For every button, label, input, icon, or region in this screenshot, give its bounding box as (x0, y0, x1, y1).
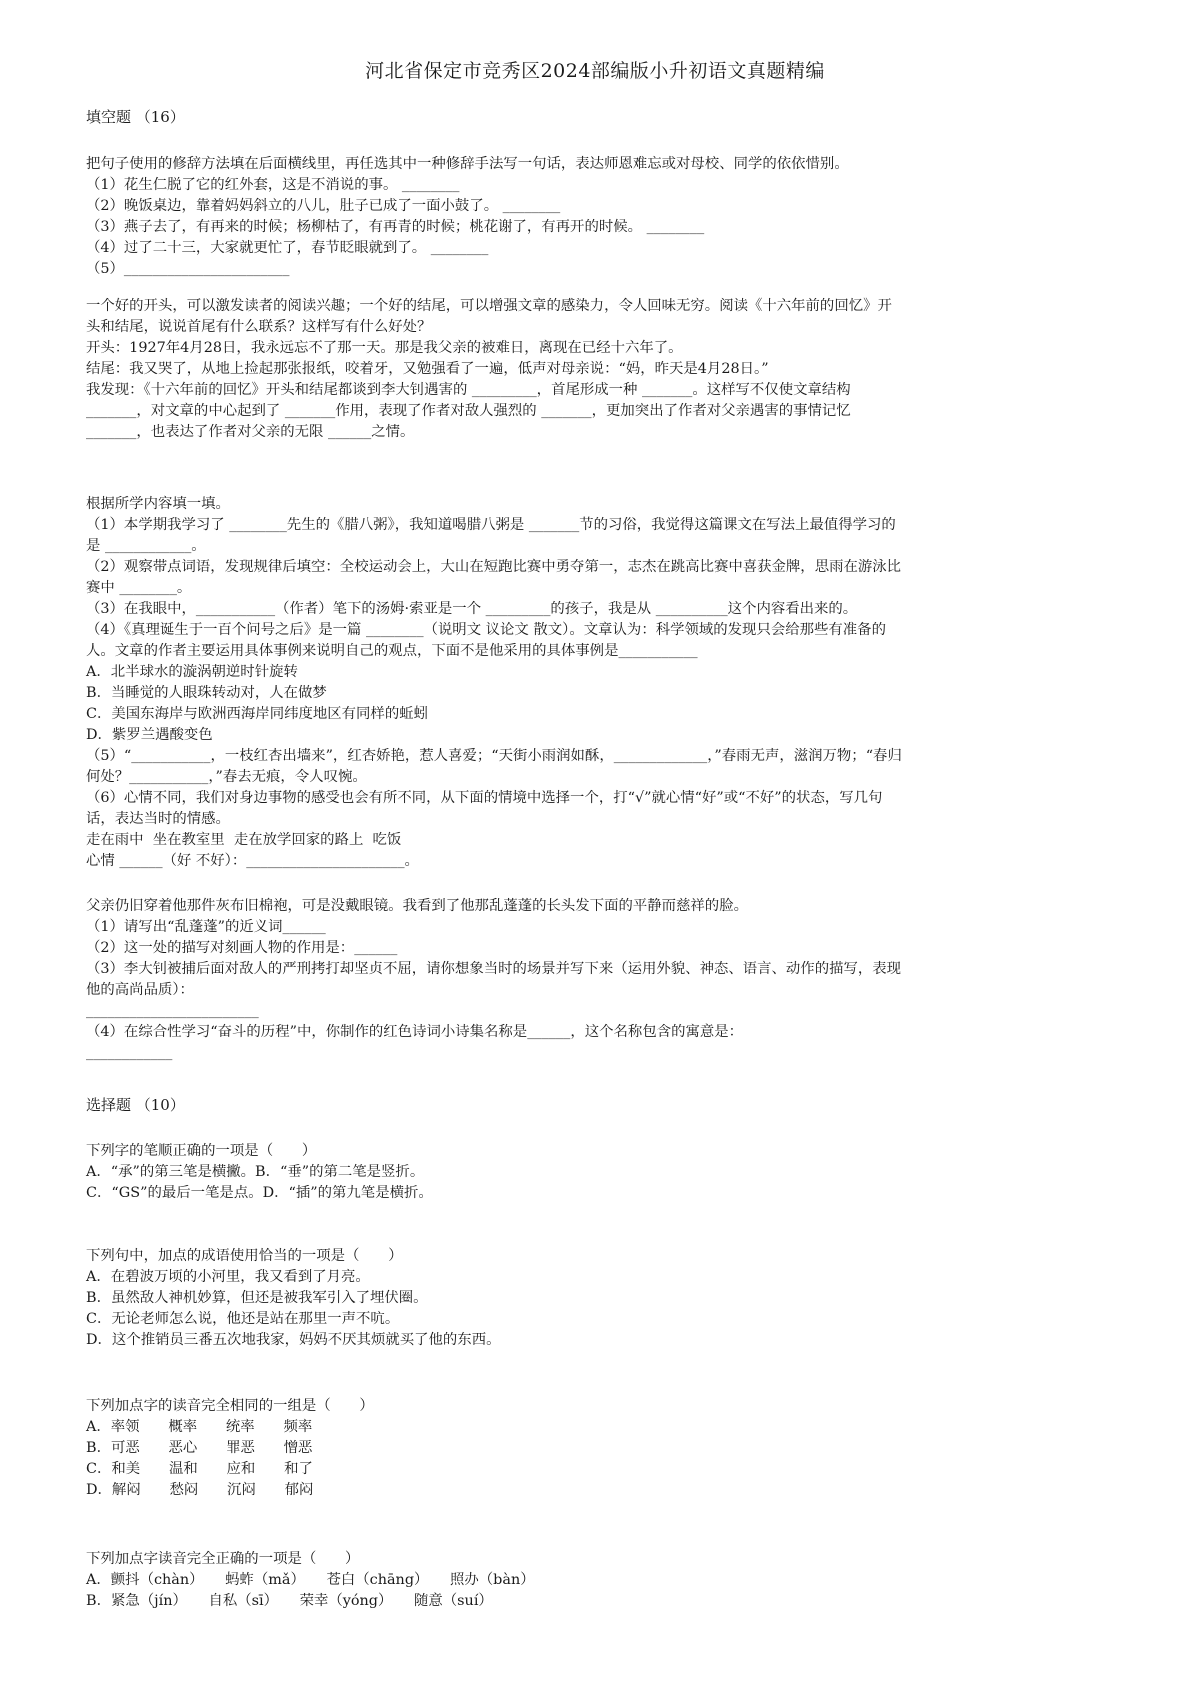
question-line: （4）在综合性学习“奋斗的历程”中，你制作的红色诗词小诗集名称是______，这个名称包含的寓意是： (86, 1024, 744, 1040)
question-line: 何处？___________，”春去无痕，令人叹惋。 (86, 769, 367, 785)
option-c: C．美国东海岸与欧洲西海岸同纬度地区有同样的蚯蚓 (86, 706, 428, 722)
option-d: D．紫罗兰遇酸变色 (86, 727, 213, 743)
question-line: 一个好的开头，可以激发读者的阅读兴趣；一个好的结尾，可以增强文章的感染力，令人回味无穷。阅读《十六年前的回忆》开 (86, 298, 892, 314)
question-line: ____________ (86, 1045, 173, 1061)
option-c: C．无论老师怎么说，他还是站在那里一声不吭。 (86, 1311, 400, 1327)
choice-same-pronunciation (86, 1396, 1106, 1501)
question-line: （1）请写出“乱蓬蓬”的近义词______ (86, 919, 326, 935)
option-a: A．率领 概率 统率 频率 (86, 1419, 313, 1435)
document-title: 河北省保定市竞秀区2024部编版小升初语文真题精编 (365, 60, 825, 82)
question-opening-ending (86, 296, 1106, 443)
question-line: （2）这一处的描写对刻画人物的作用是：______ (86, 940, 398, 956)
question-line: （3）在我眼中，___________（作者）笔下的汤姆·索亚是一个 _________的孩子，我是从 __________这个内容看出来的。 (86, 601, 858, 617)
question-stem: 根据所学内容填一填。 (86, 496, 230, 512)
option-line: A．“承”的第三笔是横撇。B．“垂”的第二笔是竖折。 (86, 1164, 425, 1180)
question-line: 心情 ______（好 不好）：______________________。 (86, 853, 419, 869)
question-line: 结尾：我又哭了，从地上捡起那张报纸，咬着牙，又勉强看了一遍，低声对母亲说：“妈，昨天是4月28日。” (86, 361, 769, 377)
section-heading-fill: 填空题 （16） (86, 108, 185, 126)
question-line: 是 ____________。 (86, 538, 206, 554)
question-line: （5）“___________，一枝红杏出墙来”，红杏娇艳，惹人喜爱；“天街小雨润如酥，_____________，”春雨无声，滋润万物；“春归 (86, 748, 902, 764)
question-stem: 下列字的笔顺正确的一项是（ ） (86, 1143, 317, 1159)
question-line: （3）李大钊被捕后面对敌人的严刑拷打却坚贞不屈，请你想象当时的场景并写下来（运用外貌、神态、语言、动作的描写，表现 (86, 961, 902, 977)
question-stem: 把句子使用的修辞方法填在后面横线里，再任选其中一种修辞手法写一句话，表达师恩难忘或对母校、同学的依依惜别。 (86, 156, 849, 172)
option-b: B．虽然敌人神机妙算，但还是被我军引入了埋伏圈。 (86, 1290, 428, 1306)
question-line: （2）观察带点词语，发现规律后填空：全校运动会上，大山在短跑比赛中勇夺第一，志杰在跳高比赛中喜获金牌，思雨在游泳比 (86, 559, 902, 575)
question-stem: 下列加点字读音完全正确的一项是（ ） (86, 1551, 360, 1567)
option-b: B．紧急（jín） 自私（sī） 荣幸（yóng） 随意（suí） (86, 1593, 493, 1609)
option-a: A．在碧波万顷的小河里，我又看到了月亮。 (86, 1269, 370, 1285)
question-stem: 下列加点字的读音完全相同的一组是（ ） (86, 1398, 374, 1414)
choice-idiom-usage (86, 1246, 1106, 1351)
question-line: _______，对文章的中心起到了 _______作用，表现了作者对敌人强烈的 _______，更加突出了作者对父亲遇害的事情记忆 (86, 403, 851, 419)
section-heading-choice: 选择题 （10） (86, 1096, 185, 1114)
question-line: 我发现：《十六年前的回忆》开头和结尾都谈到李大钊遇害的 _________，首尾形成一种 _______。这样写不仅使文章结构 (86, 382, 851, 398)
question-line: _______，也表达了作者对父亲的无限 ______之情。 (86, 424, 415, 440)
question-reading-father (86, 896, 1106, 1064)
option-a: A．北半球水的漩涡朝逆时针旋转 (86, 664, 298, 680)
question-line: 他的高尚品质）： (86, 982, 194, 998)
option-b: B．当睡觉的人眼珠转动对，人在做梦 (86, 685, 327, 701)
question-line: ________________________ (86, 1003, 259, 1019)
choice-correct-pronunciation (86, 1549, 1106, 1612)
option-d: D．解闷 愁闷 沉闷 郁闷 (86, 1482, 314, 1498)
question-line: 话，表达当时的情感。 (86, 811, 230, 827)
question-rhetoric (86, 154, 1106, 280)
question-line: （5）_______________________ (86, 261, 290, 277)
question-stem: 父亲仍旧穿着他那件灰布旧棉袍，可是没戴眼镜。我看到了他那乱蓬蓬的长头发下面的平静而慈祥的脸。 (86, 898, 748, 914)
question-line: 走在雨中 坐在教室里 走在放学回家的路上 吃饭 (86, 832, 402, 848)
option-c: C．和美 温和 应和 和了 (86, 1461, 313, 1477)
question-line: 头和结尾，说说首尾有什么联系？这样写有什么好处？ (86, 319, 432, 335)
question-line: （2）晚饭桌边，靠着妈妈斜立的八儿，肚子已成了一面小鼓了。 ________ (86, 198, 561, 214)
question-line: （3）燕子去了，有再来的时候；杨柳枯了，有再青的时候；桃花谢了，有再开的时候。 ________ (86, 219, 705, 235)
question-line: 赛中 ________。 (86, 580, 192, 596)
question-line: 开头：1927年4月28日，我永远忘不了那一天。那是我父亲的被难日，离现在已经十六年了。 (86, 340, 683, 356)
question-line: （4）《真理诞生于一百个问号之后》是一篇 ________（说明文 议论文 散文）。文章认为：科学领域的发现只会给那些有准备的 (86, 622, 886, 638)
question-stem: 下列句中，加点的成语使用恰当的一项是（ ） (86, 1248, 403, 1264)
option-a: A．颤抖（chàn） 蚂蚱（mǎ） 苍白（chāng） 照办（bàn） (86, 1572, 535, 1588)
question-line: （6）心情不同，我们对身边事物的感受也会有所不同，从下面的情境中选择一个，打“√”就心情“好”或“不好”的状态，写几句 (86, 790, 883, 806)
question-line: （4）过了二十三，大家就更忙了，春节眨眼就到了。 ________ (86, 240, 489, 256)
question-fill-in-content (86, 494, 1106, 872)
choice-stroke-order (86, 1141, 1106, 1204)
option-line: C．“GS”的最后一笔是点。D．“插”的第九笔是横折。 (86, 1185, 433, 1201)
option-d: D．这个推销员三番五次地我家，妈妈不厌其烦就买了他的东西。 (86, 1332, 501, 1348)
question-line: （1）花生仁脱了它的红外套，这是不消说的事。 ________ (86, 177, 460, 193)
question-line: （1）本学期我学习了 ________先生的《腊八粥》，我知道喝腊八粥是 _______节的习俗，我觉得这篇课文在写法上最值得学习的 (86, 517, 896, 533)
option-b: B．可恶 恶心 罪恶 憎恶 (86, 1440, 313, 1456)
question-line: 人。文章的作者主要运用具体事例来说明自己的观点，下面不是他采用的具体事例是___________ (86, 643, 698, 659)
